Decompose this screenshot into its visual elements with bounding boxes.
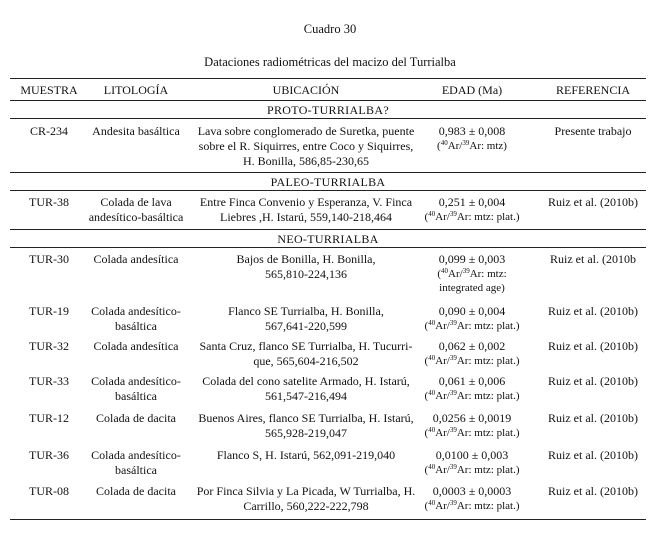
age [412,411,532,440]
sample-id-line: TUR-32 [29,339,69,353]
location-line: 565,928-219,047 [265,426,347,440]
lithology [84,374,188,404]
age-value: 0,099 ± 0,003 [438,252,506,266]
lithology-line: Colada de dacita [96,484,176,498]
location-line: que, 565,604-216,502 [253,354,359,368]
dating-method: ($^{40}$Ar/$^{39}$Ar: mtz: plat.) [424,319,520,332]
dating-method: ($^{40}$Ar/$^{39}$Ar: mtz: [437,267,507,280]
age [412,195,532,224]
age-value: 0,062 ± 0,002 [438,339,506,353]
section-rule [10,190,646,191]
reference [540,411,646,426]
age [412,374,532,403]
reference [540,304,646,319]
sample-id-line: TUR-36 [29,448,69,462]
sample-id-line: CR-234 [29,124,68,138]
sample-id-line: TUR-38 [29,195,69,209]
sample-id-line: TUR-30 [29,252,69,266]
reference-line: Ruiz et al. (2010b) [548,484,638,498]
location-line: H. Bonilla, 586,85-230,65 [243,154,369,168]
sample-id [10,411,88,426]
location-line: Flanco S, H. Istarú, 562,091-219,040 [216,448,396,462]
lithology-line: Colada andesítico- [91,374,181,388]
lithology [84,124,188,139]
sample-id-line: TUR-08 [29,484,69,498]
location [188,448,424,463]
location-line: sobre el R. Siquirres, entre Coco y Siquirres, [198,139,414,153]
age [412,484,532,513]
dating-method: ($^{40}$Ar/$^{39}$Ar: mtz: plat.) [424,210,520,223]
location [188,124,424,169]
location-line: Por Finca Silvia y La Picada, W Turrialba, H. [196,484,416,498]
lithology-line: Colada andesítico- [91,448,181,462]
dating-method: ($^{40}$Ar/$^{39}$Ar: mtz) [437,139,507,152]
header-reference: REFERENCIA [555,83,630,97]
lithology-line: basáltica [115,319,157,333]
reference-line: Ruiz et al. (2010b) [548,339,638,353]
location-line: Liebres ,H. Istarú, 559,140-218,464 [220,210,392,224]
lithology-line: Colada andesítica [93,339,179,353]
location-line: Colada del cono satelite Armado, H. Istarú, [202,374,410,388]
location [188,252,424,282]
location-line: Lava sobre conglomerado de Suretka, puente [197,124,415,138]
bottom-rule [10,519,646,520]
lithology-line: basáltica [115,463,157,477]
age-value: 0,983 ± 0,008 [438,124,506,138]
age-value: 0,251 ± 0,004 [438,195,506,209]
dating-method: ($^{40}$Ar/$^{39}$Ar: mtz: plat.) [424,389,520,402]
age [412,339,532,368]
age [412,448,532,477]
header-lithology: LITOLOGÍA [103,83,169,97]
section-paleo: PALEO-TURRIALBA [270,175,386,189]
lithology [84,448,188,478]
section-proto: PROTO-TURRIALBA? [267,103,389,117]
top-rule [10,78,646,79]
location [188,339,424,369]
location-line: 565,810-224,136 [265,267,347,281]
dating-method: ($^{40}$Ar/$^{39}$Ar: mtz: plat.) [424,354,520,367]
location [188,195,424,225]
reference [540,195,646,210]
location-line: 567,641-220,599 [265,319,347,333]
lithology [84,252,188,267]
location-line: 561,547-216,494 [265,389,347,403]
reference-line: Ruiz et al. (2010b) [548,195,638,209]
age-value: 0,061 ± 0,006 [438,374,506,388]
location-line: Entre Finca Convenio y Esperanza, V. Finca [199,195,413,209]
location-line: Bajos de Bonilla, H. Bonilla, [236,252,376,266]
reference [540,484,646,499]
reference-line: Ruiz et al. (2010b [550,252,636,266]
reference-line: Ruiz et al. (2010b) [548,448,638,462]
lithology-line: Colada andesítica [93,252,179,266]
reference [540,448,646,463]
sample-id [10,374,88,389]
age-value: 0,0256 ± 0,0019 [432,411,512,425]
location [188,374,424,404]
lithology [84,339,188,354]
lithology-line: Andesita basáltica [92,124,180,138]
header-location: UBICACIÓN [272,83,340,97]
age-value: 0,090 ± 0,004 [438,304,506,318]
sample-id [10,124,88,139]
age [412,304,532,333]
lithology [84,195,188,225]
lithology-line: Colada de dacita [96,411,176,425]
sample-id [10,304,88,319]
age-value: 0,0003 ± 0,0003 [432,484,512,498]
location-line: Buenos Aires, flanco SE Turrialba, H. Istarú, [198,411,414,425]
lithology-line: andesítico-basáltica [88,210,184,224]
sample-id [10,339,88,354]
sample-id-line: TUR-19 [29,304,69,318]
section-neo: NEO-TURRIALBA [277,232,379,246]
reference [540,252,646,267]
lithology [84,484,188,499]
age [412,252,532,295]
location-line: Flanco SE Turrialba, H. Bonilla, [228,304,384,318]
lithology-line: Colada de lava [100,195,172,209]
sample-id [10,484,88,499]
header-age: EDAD (Ma) [441,83,503,97]
location [188,411,424,441]
location [188,304,424,334]
dating-method: integrated age) [439,282,505,294]
dating-method: ($^{40}$Ar/$^{39}$Ar: mtz: plat.) [424,463,520,476]
dating-method: ($^{40}$Ar/$^{39}$Ar: mtz: plat.) [424,499,520,512]
location [188,484,424,514]
location-line: Carrillo, 560,222-222,798 [243,499,369,513]
section-rule [10,247,646,248]
section-rule [10,172,646,173]
reference [540,124,646,139]
reference-line: Ruiz et al. (2010b) [548,304,638,318]
location-line: Santa Cruz, flanco SE Turrialba, H. Tucurri- [199,339,413,353]
lithology-line: Colada andesítico- [91,304,181,318]
age [412,124,532,153]
lithology [84,304,188,334]
lithology-line: basáltica [115,389,157,403]
age-value: 0,0100 ± 0,003 [435,448,509,462]
header-rule [10,100,646,101]
sample-id [10,448,88,463]
table-title: Dataciones radiométricas del macizo del Turrialba [204,55,456,69]
dating-method: ($^{40}$Ar/$^{39}$Ar: mtz: plat.) [424,426,520,439]
table-number: Cuadro 30 [303,22,357,36]
reference [540,339,646,354]
sample-id [10,195,88,210]
reference-line: Ruiz et al. (2010b) [548,411,638,425]
reference-line: Ruiz et al. (2010b) [548,374,638,388]
sample-id-line: TUR-12 [29,411,69,425]
lithology [84,411,188,426]
reference-line: Presente trabajo [554,124,632,138]
reference [540,374,646,389]
sample-id [10,252,88,267]
section-rule [10,229,646,230]
section-rule [10,118,646,119]
sample-id-line: TUR-33 [29,374,69,388]
header-sample: MUESTRA [20,83,78,97]
